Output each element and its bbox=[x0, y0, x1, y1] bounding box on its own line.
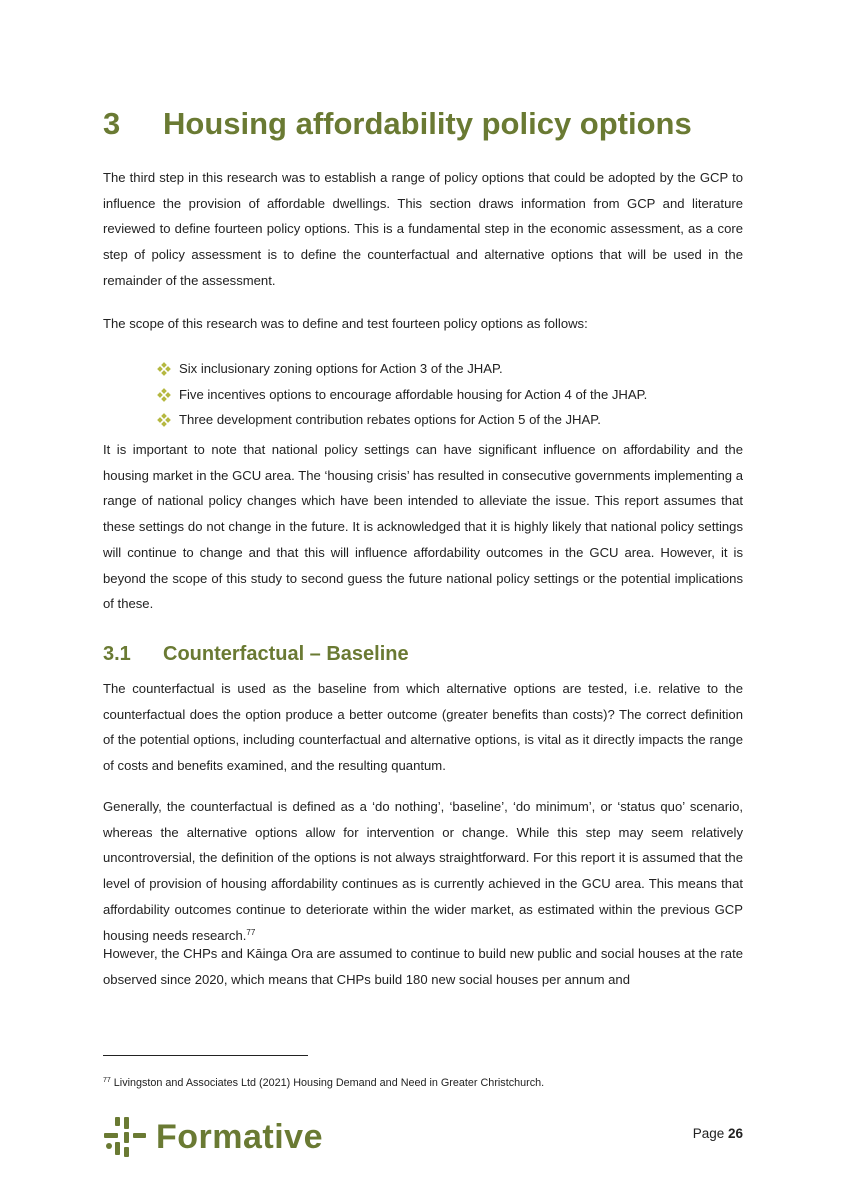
list-item-text: Three development contribution rebates options for Action 5 of the JHAP. bbox=[179, 412, 601, 428]
formative-logo bbox=[104, 1115, 344, 1159]
list-item-text: Five incentives options to encourage affordable housing for Action 4 of the JHAP. bbox=[179, 386, 648, 402]
footnote bbox=[103, 1075, 544, 1091]
diamond-bullet-icon bbox=[158, 389, 170, 401]
logo-text: Formative bbox=[156, 1118, 323, 1156]
counterfactual-paragraph-3: However, the CHPs and Kāinga Ora are assumed to continue to build new public and social houses at the rate observed since 2020, which means that CHPs build 180 new social houses per annum and bbox=[103, 946, 743, 987]
section-number: 3 bbox=[103, 106, 121, 141]
intro-paragraph-3: It is important to note that national policy settings can have significant influence on affordability and the housing market in the GCU area. The ‘housing crisis’ has resulted in consecutive governments implementing a range of national policy changes which have been intended to alleviate the issue. This report assumes that these settings do not change in the future. It is acknowledged that it is highly likely that national policy settings will continue to change and that this will influence affordability outcomes in the GCU area. However, it is beyond the scope of this study to second guess the future national policy settings or the potential implications of these. bbox=[103, 442, 743, 612]
footnote-number: 77 bbox=[103, 1077, 111, 1084]
footnote-text: Livingston and Associates Ltd (2021) Housing Demand and Need in Greater Christchurch. bbox=[110, 1077, 545, 1089]
page-label: Page bbox=[692, 1126, 728, 1141]
section-title: Housing affordability policy options bbox=[163, 106, 692, 141]
page-number-value: 26 bbox=[727, 1126, 743, 1141]
intro-paragraph-1: The third step in this research was to establish a range of policy options that could be adopted by the GCP to influence the provision of affordable dwellings. This section draws information from GCP and literature reviewed to define fourteen policy options. This is a fundamental step in the economic assessment, as a core step of policy assessment is to define the counterfactual and alternative options that will be used in the remainder of the assessment. bbox=[103, 170, 743, 288]
list-item-text: Six inclusionary zoning options for Action 3 of the JHAP. bbox=[179, 361, 503, 376]
subsection-title: Counterfactual – Baseline bbox=[163, 643, 409, 665]
list-item bbox=[157, 407, 747, 433]
list-item bbox=[157, 382, 747, 408]
section-heading bbox=[103, 104, 803, 144]
subsection-number: 3.1 bbox=[103, 643, 131, 665]
footnote-reference[interactable]: 77 bbox=[246, 927, 256, 937]
counterfactual-paragraph-2 bbox=[103, 794, 743, 948]
formative-mark-icon bbox=[104, 1117, 148, 1157]
counterfactual-paragraph-1: The counterfactual is used as the baseline from which alternative options are tested, i.e. relative to the counterfactual does the option produce a better outcome (greater benefits than costs)? The correct definition of the potential options, including counterfactual and alternative options, is vital as it directly impacts the range of costs and benefits examined, and the resulting quantum. bbox=[103, 681, 743, 774]
counterfactual-paragraph-2-text: Generally, the counterfactual is defined as a ‘do nothing’, ‘baseline’, ‘do minimum’, or ‘status quo’ scenario, whereas the alternative options allow for intervention or change. While this step may seem relatively uncontroversial, the definition of the options is not always straightforward. For this report it is assumed that the level of provision of housing affordability continues as is currently achieved in the GCU area. This means that affordability outcomes continue to deteriorate within the wider market, as estimated within the previous GCP housing needs research. bbox=[103, 799, 743, 943]
subsection-heading bbox=[103, 640, 743, 668]
list-item bbox=[157, 356, 747, 382]
diamond-bullet-icon bbox=[158, 363, 170, 375]
page-number bbox=[693, 1126, 743, 1141]
footnote-divider bbox=[103, 1055, 308, 1056]
intro-paragraph-2: The scope of this research was to define and test fourteen policy options as follows: bbox=[103, 316, 588, 331]
policy-options-list bbox=[157, 356, 747, 433]
diamond-bullet-icon bbox=[158, 414, 170, 426]
